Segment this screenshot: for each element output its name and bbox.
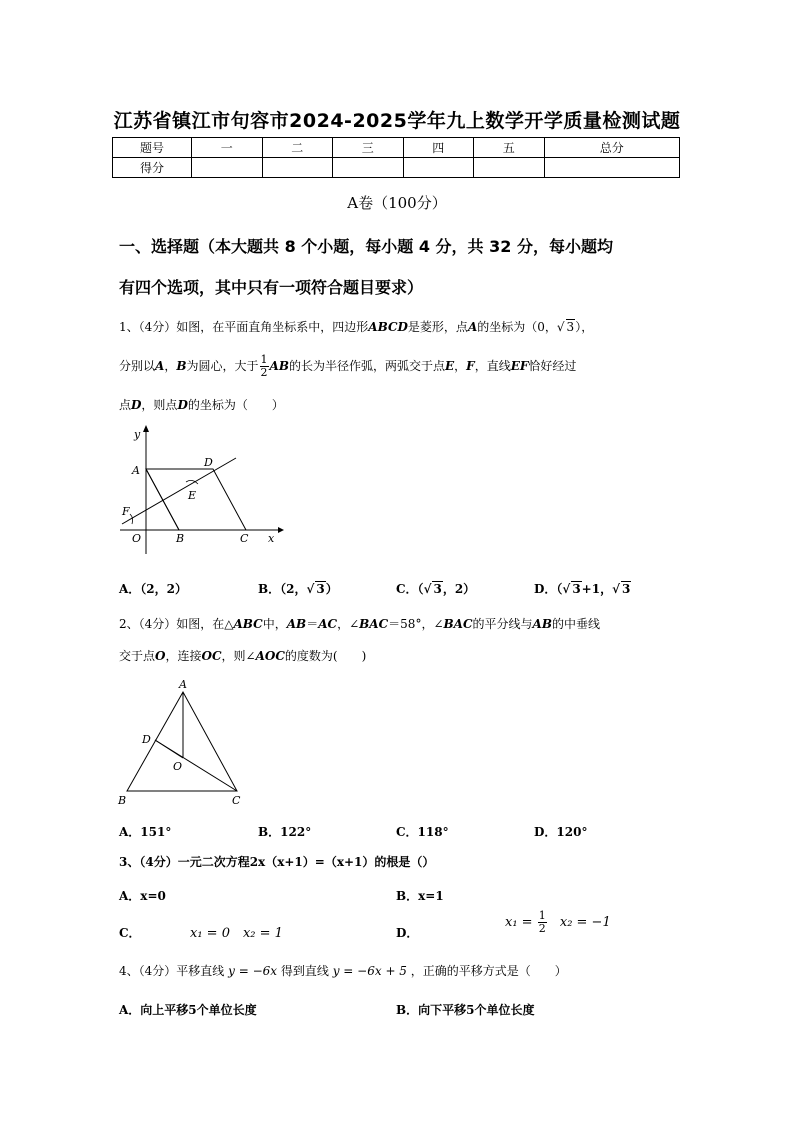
q2-text: ，连接 [165, 649, 202, 663]
q3-option-d-math [505, 910, 611, 935]
q2-var: AC [318, 617, 338, 631]
option-text: +1， [581, 582, 613, 596]
score-header-cell: 题号 [113, 138, 192, 158]
fraction [538, 910, 547, 935]
fraction-denominator: 2 [538, 922, 546, 935]
y-axis-arrow [143, 425, 149, 432]
q1-text: 的长为半径作弧，两弧交于点 [288, 359, 445, 373]
q1-var: A [155, 359, 165, 373]
score-cell [474, 158, 545, 178]
q1-option-c[interactable]: C．（√ 3，2） [396, 582, 476, 596]
q2-option-b[interactable]: B．122° [258, 825, 312, 839]
segment-oc [155, 740, 237, 791]
score-header-cell: 二 [262, 138, 333, 158]
q2-option-a[interactable]: A．151° [119, 825, 172, 839]
sqrt-radicand: 3 [316, 582, 325, 596]
q2-text: 的平分线与 [472, 617, 533, 631]
score-header-cell: 四 [403, 138, 474, 158]
score-cell [403, 158, 474, 178]
fig2-label: A [179, 678, 187, 691]
option-text: B．（2， [258, 582, 307, 596]
q1-var: ABCD [368, 320, 408, 334]
fig2-label: B [118, 794, 127, 807]
q4-text: ，正确的平移方式是（ ） [410, 964, 567, 978]
q4-text: 4、（4分）平移直线 [119, 964, 225, 978]
score-header-cell: 总分 [544, 138, 680, 158]
fig1-label: C [240, 532, 249, 545]
fig1-label: F [122, 505, 130, 518]
q1-text: 是菱形，点 [407, 320, 468, 334]
option-text: ，2） [442, 582, 476, 596]
q1-text: 为圆心，大于 [186, 359, 259, 373]
q1-line3 [119, 398, 284, 412]
fig1-label: A [132, 464, 140, 477]
q2-var: ABC [233, 617, 263, 631]
score-cell [262, 158, 333, 178]
q1-text: 1、（4分）如图，在平面直角坐标系中，四边形 [119, 320, 369, 334]
q2-var: O [155, 649, 166, 663]
q2-option-c[interactable]: C．118° [396, 825, 449, 839]
q3-stem: 3、（4分）一元二次方程2x（x+1）=（x+1）的根是（） [119, 855, 435, 869]
q1-figure [112, 420, 292, 555]
q1-text: 点 [119, 398, 132, 412]
q2-text: ＝58°，∠ [388, 617, 444, 631]
q1-text: 的坐标为（ ） [187, 398, 284, 412]
score-cell [333, 158, 404, 178]
score-table [112, 137, 680, 178]
q1-line1: 1、（4分）如图，在平面直角坐标系中，四边形ABCD是菱形，点A的坐标为（0，√ 3）， [119, 320, 594, 334]
q2-text: 中， [262, 617, 287, 631]
q2-var: AOC [255, 649, 285, 663]
q1-option-d[interactable]: D．（√ 3+1，√ 3 [534, 582, 631, 596]
fig1-label: O [132, 532, 142, 545]
q1-var: F [466, 359, 475, 373]
q3-option-a[interactable]: A．x=0 [119, 889, 166, 903]
q2-var: BAC [359, 617, 389, 631]
q3-option-c-math: x₁ = 0 x₂ = 1 [190, 926, 283, 941]
q3-option-c-label[interactable]: C． [119, 926, 141, 940]
q1-text: 恰好经过 [528, 359, 577, 373]
score-table-header-row [113, 138, 680, 158]
option-text: D．（ [534, 582, 563, 596]
fig1-label: B [176, 532, 185, 545]
q2-var: OC [201, 649, 222, 663]
q1-text: ，则点 [141, 398, 178, 412]
fraction [260, 354, 269, 379]
q2-text: 的度数为( ) [284, 649, 367, 663]
q2-text: 的中垂线 [551, 617, 600, 631]
q1-var: EF [510, 359, 529, 373]
sqrt-radicand: 3 [572, 582, 581, 596]
fig1-label: D [204, 456, 213, 469]
q3-option-d-label[interactable]: D． [396, 926, 419, 940]
q1-text: ， [164, 359, 177, 373]
score-header-cell: 一 [192, 138, 263, 158]
fig2-label: O [173, 760, 183, 773]
sqrt-radicand: 3 [621, 582, 631, 596]
q1-option-b[interactable]: B．（2，√ 3） [258, 582, 338, 596]
q1-text: 的坐标为（0， [477, 320, 557, 334]
score-cell [544, 158, 680, 178]
fig1-label: E [188, 489, 197, 502]
score-header-cell: 五 [474, 138, 545, 158]
q2-text: ，∠ [337, 617, 360, 631]
option-text: C．（ [396, 582, 424, 596]
q1-var: B [176, 359, 187, 373]
math-text: x₂ = −1 [559, 915, 611, 930]
option-text: ） [325, 582, 338, 596]
paper-section-heading: A卷（100分） [347, 194, 447, 212]
q1-text: ）， [575, 320, 594, 334]
fraction-numerator: 1 [260, 353, 268, 366]
q2-line2 [119, 649, 366, 663]
fig2-label: D [142, 733, 151, 746]
q1-var: E [444, 359, 455, 373]
fraction-denominator: 2 [260, 366, 268, 379]
q4-text: 得到直线 [280, 964, 329, 978]
sqrt-radicand: 3 [566, 320, 575, 334]
page-title: 江苏省镇江市句容市2024-2025学年九上数学开学质量检测试题 [113, 110, 681, 132]
q1-option-a[interactable]: A．（2，2） [119, 582, 188, 596]
q1-var: D [131, 398, 142, 412]
fig1-label: x [268, 532, 275, 545]
q1-text: ， [454, 359, 467, 373]
q2-option-d[interactable]: D．120° [534, 825, 588, 839]
q1-text: 分别以 [119, 359, 156, 373]
q2-figure [112, 672, 262, 812]
fig2-label: C [232, 794, 241, 807]
score-header-cell: 三 [333, 138, 404, 158]
score-table-score-row [113, 158, 680, 178]
fig1-label: y [134, 428, 141, 441]
score-cell [192, 158, 263, 178]
q4-option-b[interactable]: B．向下平移5个单位长度 [396, 1003, 535, 1017]
q2-text: 2、（4分）如图，在△ [119, 617, 234, 631]
q2-text: ＝ [306, 617, 319, 631]
q4-option-a[interactable]: A．向上平移5个单位长度 [119, 1003, 257, 1017]
q1-var: D [177, 398, 188, 412]
q2-text: ，则∠ [221, 649, 256, 663]
q1-var: AB [269, 359, 289, 373]
q4-math: y = −6x [228, 964, 278, 978]
q1-line2 [119, 354, 576, 379]
q2-var: AB [532, 617, 552, 631]
x-axis-arrow [278, 527, 284, 533]
q4-stem [119, 964, 567, 978]
score-row-label: 得分 [113, 158, 192, 178]
segment-ab [146, 469, 179, 530]
q2-var: AB [286, 617, 307, 631]
sqrt-radicand: 3 [433, 582, 442, 596]
q1-var: A [467, 320, 478, 334]
fraction-numerator: 1 [538, 909, 546, 922]
q2-var: BAC [443, 617, 473, 631]
q3-option-b[interactable]: B．x=1 [396, 889, 444, 903]
q2-line1 [119, 617, 600, 631]
section-heading-line2: 有四个选项，其中只有一项符合题目要求） [119, 278, 424, 297]
q4-math: y = −6x + 5 [332, 964, 407, 978]
section-heading-line1: 一、选择题（本大题共 8 个小题，每小题 4 分，共 32 分，每小题均 [119, 237, 613, 256]
q2-text: 交于点 [119, 649, 156, 663]
q1-text: ，直线 [474, 359, 511, 373]
math-text: x₁ = [505, 915, 533, 930]
